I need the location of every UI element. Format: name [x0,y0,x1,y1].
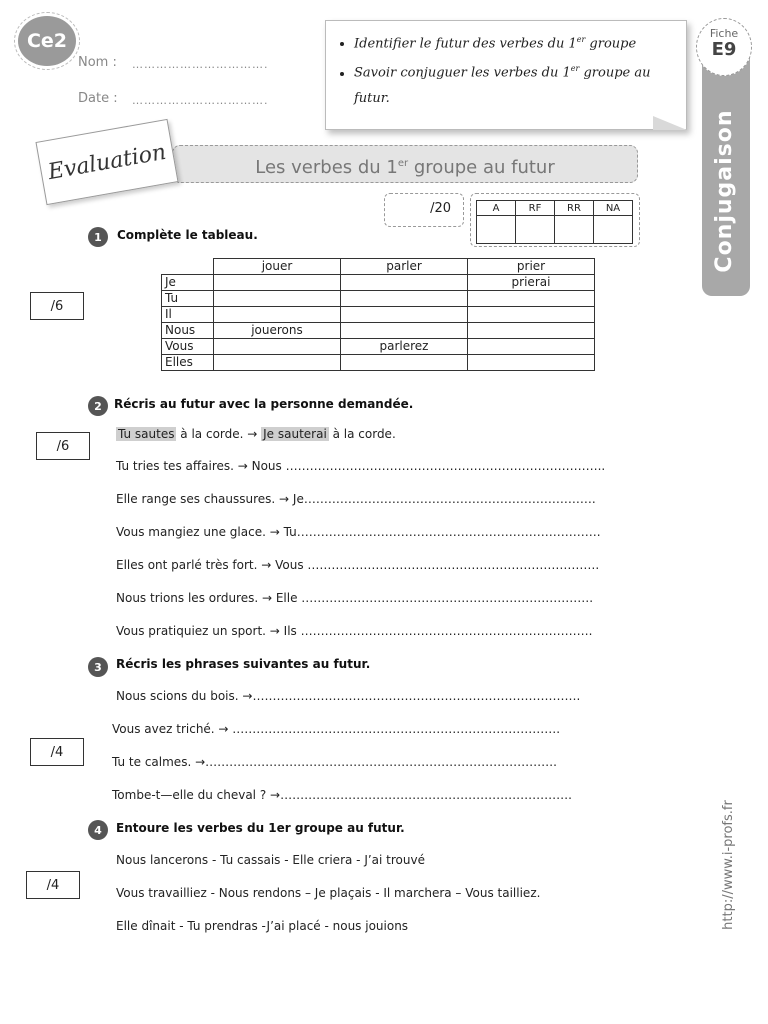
answer-cell[interactable] [341,275,468,291]
exercise-2-line[interactable]: Elle range ses chaussures. → Je………………………………………………………………. [116,492,596,506]
evaluation-card [35,119,178,205]
exercise-4-score: /4 [26,871,80,899]
exercise-2-line[interactable]: Elles ont parlé très fort. → Vous ………………………………………………………………. [116,558,600,572]
nom-label: Nom : [78,55,117,70]
answer-cell[interactable] [214,275,341,291]
answer-cell[interactable] [214,355,341,371]
answer-cell[interactable] [468,323,595,339]
exercise-3-line[interactable]: Nous scions du bois. →………………………………………………………………………. [116,689,581,703]
row-pronoun: Elles [162,355,214,371]
exercise-3-line[interactable]: Tombe-t—elle du cheval ? →………………………………………………………………. [112,788,572,802]
row-pronoun: Il [162,307,214,323]
exercise-2-line[interactable]: Vous pratiquiez un sport. → Ils ………………………………………………………………. [116,624,593,638]
answer-cell[interactable] [468,339,595,355]
answer-cell[interactable] [341,307,468,323]
exercise-4-line[interactable]: Vous travailliez - Nous rendons – Je plaçais - Il marchera – Vous tailliez. [116,886,541,900]
answer-cell[interactable]: jouerons [214,323,341,339]
exercise-3-line[interactable]: Tu te calmes. →……………………………………………………………………………. [112,755,557,769]
exercise-2-score: /6 [36,432,90,460]
conjugation-table [161,258,595,371]
row-pronoun: Nous [162,323,214,339]
eval-grid-cell[interactable] [594,216,633,244]
table-row [162,307,595,323]
answer-cell[interactable] [341,323,468,339]
page-title: Les verbes du 1er groupe au futur [172,145,638,183]
exercise-2-title: Récris au futur avec la personne demandée. [114,397,414,411]
answer-cell[interactable] [214,291,341,307]
exercise-1-number: 1 [88,227,108,247]
nom-field: ……………………………. [132,58,269,71]
objective-2: • Savoir conjuguer les verbes du 1er groupe au futur. [354,56,686,110]
eval-grid-na: NA [594,201,633,216]
table-corner [162,259,214,275]
exercise-1-score: /6 [30,292,84,320]
objective-1: • Identifier le futur des verbes du 1er groupe [354,27,686,56]
answer-cell[interactable] [214,307,341,323]
answer-cell[interactable] [341,355,468,371]
eval-grid-cell[interactable] [477,216,516,244]
eval-grid [476,200,633,244]
total-score-box: /20 [384,193,464,227]
answer-cell[interactable] [214,339,341,355]
table-row [162,275,595,291]
table-row [162,355,595,371]
objectives-note [325,20,687,130]
answer-cell[interactable] [468,307,595,323]
column-jouer: jouer [214,259,341,275]
fiche-badge [696,18,752,76]
exercise-4-line[interactable]: Nous lancerons - Tu cassais - Elle criera - J’ai trouvé [116,853,425,867]
fiche-code: E9 [711,39,737,60]
exercise-2-example: Tu sautes à la corde. → Je sauterai à la corde. [118,427,396,441]
level-badge: Ce2 [18,16,76,66]
exercise-3-title: Récris les phrases suivantes au futur. [116,657,371,671]
evaluation-label: Evaluation [46,139,168,185]
row-pronoun: Vous [162,339,214,355]
table-row [162,339,595,355]
exercise-2-line[interactable]: Tu tries tes affaires. → Nous …………………………………………………………………….. [116,459,606,473]
eval-grid-rf: RF [516,201,555,216]
column-parler: parler [341,259,468,275]
side-tab-label: Conjugaison [712,109,737,273]
exercise-2-line[interactable]: Nous trions les ordures. → Elle ………………………………………………………………. [116,591,594,605]
answer-cell[interactable] [468,291,595,307]
eval-grid-rr: RR [555,201,594,216]
row-pronoun: Je [162,275,214,291]
table-row [162,323,595,339]
source-url: http://www.i-profs.fr [721,800,736,930]
note-fold [653,116,687,130]
exercise-4-line[interactable]: Elle dînait - Tu prendras -J’ai placé - nous jouions [116,919,409,933]
exercise-3-number: 3 [88,657,108,677]
table-row [162,291,595,307]
eval-grid-a: A [477,201,516,216]
answer-cell[interactable]: parlerez [341,339,468,355]
exercise-2-line[interactable]: Vous mangiez une glace. → Tu…………………………………………………………………. [116,525,601,539]
answer-cell[interactable] [468,355,595,371]
row-pronoun: Tu [162,291,214,307]
exercise-2-number: 2 [88,396,108,416]
exercise-4-number: 4 [88,820,108,840]
date-label: Date : [78,91,118,106]
exercise-3-score: /4 [30,738,84,766]
answer-cell[interactable]: prierai [468,275,595,291]
exercise-3-line[interactable]: Vous avez triché. → ………………………………………………………………………. [112,722,561,736]
date-field: ……………………………. [132,94,269,107]
eval-grid-cell[interactable] [555,216,594,244]
fiche-label: Fiche [709,27,739,40]
column-prier: prier [468,259,595,275]
exercise-1-title: Complète le tableau. [117,228,258,242]
eval-grid-cell[interactable] [516,216,555,244]
exercise-4-title: Entoure les verbes du 1er groupe au futur. [116,821,405,835]
answer-cell[interactable] [341,291,468,307]
